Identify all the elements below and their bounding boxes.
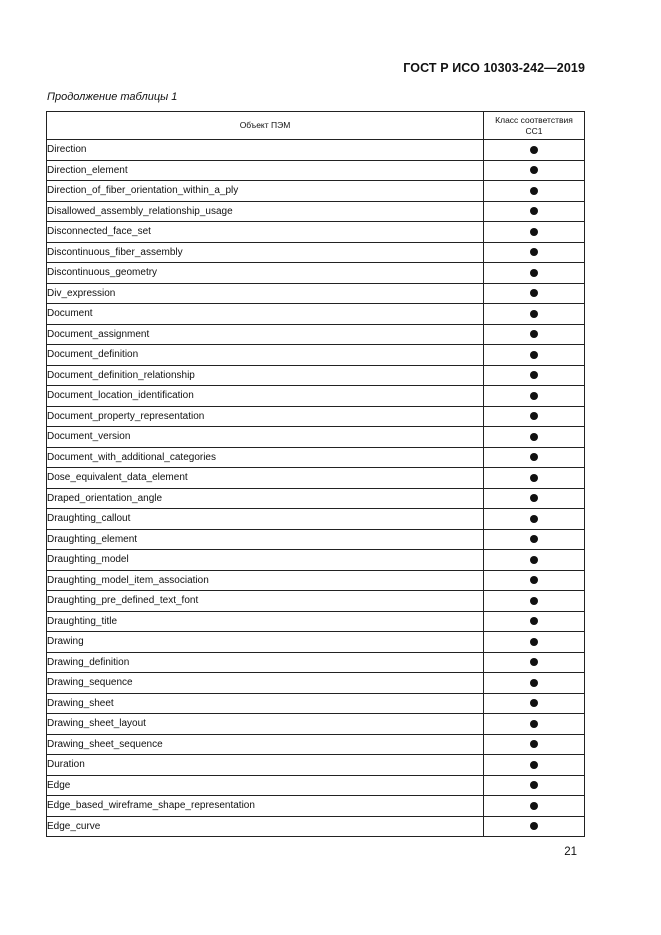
- conformance-cell: [484, 570, 585, 591]
- conformance-cell: [484, 816, 585, 837]
- filled-circle-icon: [530, 330, 538, 338]
- table-row: [47, 755, 585, 776]
- filled-circle-icon: [530, 761, 538, 769]
- page-number: 21: [564, 846, 577, 858]
- conformance-cell: [484, 509, 585, 530]
- object-name-cell: Div_expression: [47, 283, 484, 304]
- object-name-cell: Draughting_model_item_association: [47, 570, 484, 591]
- conformance-cell: [484, 796, 585, 817]
- table-row: [47, 775, 585, 796]
- table-row: [47, 714, 585, 735]
- filled-circle-icon: [530, 289, 538, 297]
- object-name-cell: Draped_orientation_angle: [47, 488, 484, 509]
- conformance-cell: [484, 693, 585, 714]
- conformance-cell: [484, 427, 585, 448]
- filled-circle-icon: [530, 535, 538, 543]
- table-row: [47, 652, 585, 673]
- table-row: [47, 345, 585, 366]
- object-name-cell: Drawing: [47, 632, 484, 653]
- object-name-cell: Edge_curve: [47, 816, 484, 837]
- table-row: [47, 304, 585, 325]
- conformance-cell: [484, 304, 585, 325]
- object-name-cell: Document_property_representation: [47, 406, 484, 427]
- table-row: [47, 796, 585, 817]
- conformance-cell: [484, 181, 585, 202]
- filled-circle-icon: [530, 392, 538, 400]
- object-name-cell: Draughting_title: [47, 611, 484, 632]
- table-row: [47, 201, 585, 222]
- object-name-cell: Edge: [47, 775, 484, 796]
- conformance-cell: [484, 755, 585, 776]
- table-row: [47, 427, 585, 448]
- table-caption: Продолжение таблицы 1: [47, 91, 178, 103]
- object-name-cell: Document: [47, 304, 484, 325]
- object-name-cell: Direction_element: [47, 160, 484, 181]
- conformance-cell: [484, 632, 585, 653]
- conformance-cell: [484, 222, 585, 243]
- conformance-cell: [484, 652, 585, 673]
- filled-circle-icon: [530, 146, 538, 154]
- filled-circle-icon: [530, 433, 538, 441]
- object-name-cell: Draughting_element: [47, 529, 484, 550]
- filled-circle-icon: [530, 802, 538, 810]
- filled-circle-icon: [530, 679, 538, 687]
- standard-designation: ГОСТ Р ИСО 10303-242—2019: [403, 61, 585, 75]
- object-name-cell: Dose_equivalent_data_element: [47, 468, 484, 489]
- table-row: [47, 283, 585, 304]
- object-name-cell: Edge_based_wireframe_shape_representation: [47, 796, 484, 817]
- object-name-cell: Disallowed_assembly_relationship_usage: [47, 201, 484, 222]
- filled-circle-icon: [530, 576, 538, 584]
- conformance-table: [46, 111, 585, 837]
- table-row: [47, 406, 585, 427]
- table-row: [47, 529, 585, 550]
- table-row: [47, 222, 585, 243]
- filled-circle-icon: [530, 617, 538, 625]
- conformance-cell: [484, 673, 585, 694]
- filled-circle-icon: [530, 351, 538, 359]
- filled-circle-icon: [530, 720, 538, 728]
- filled-circle-icon: [530, 597, 538, 605]
- object-name-cell: Drawing_sheet: [47, 693, 484, 714]
- filled-circle-icon: [530, 638, 538, 646]
- filled-circle-icon: [530, 740, 538, 748]
- table-row: [47, 488, 585, 509]
- filled-circle-icon: [530, 310, 538, 318]
- conformance-cell: [484, 201, 585, 222]
- object-name-cell: Document_assignment: [47, 324, 484, 345]
- object-name-cell: Document_definition_relationship: [47, 365, 484, 386]
- conformance-cell: [484, 160, 585, 181]
- conformance-cell: [484, 406, 585, 427]
- table-row: [47, 509, 585, 530]
- filled-circle-icon: [530, 781, 538, 789]
- table-row: [47, 632, 585, 653]
- filled-circle-icon: [530, 699, 538, 707]
- column-header-object: Объект ПЭМ: [47, 112, 484, 140]
- conformance-cell: [484, 468, 585, 489]
- table-row: [47, 263, 585, 284]
- conformance-cell: [484, 734, 585, 755]
- object-name-cell: Drawing_sheet_sequence: [47, 734, 484, 755]
- object-name-cell: Duration: [47, 755, 484, 776]
- object-name-cell: Document_with_additional_categories: [47, 447, 484, 468]
- object-name-cell: Discontinuous_fiber_assembly: [47, 242, 484, 263]
- table-row: [47, 591, 585, 612]
- table-row: [47, 447, 585, 468]
- table-row: [47, 693, 585, 714]
- conformance-cell: [484, 611, 585, 632]
- object-name-cell: Draughting_pre_defined_text_font: [47, 591, 484, 612]
- filled-circle-icon: [530, 187, 538, 195]
- filled-circle-icon: [530, 822, 538, 830]
- filled-circle-icon: [530, 474, 538, 482]
- column-header-conformance-class-line2: СС1: [525, 125, 543, 136]
- conformance-cell: [484, 283, 585, 304]
- conformance-cell: [484, 345, 585, 366]
- table-row: [47, 570, 585, 591]
- table-row: [47, 324, 585, 345]
- object-name-cell: Discontinuous_geometry: [47, 263, 484, 284]
- table-row: [47, 140, 585, 161]
- table-header-row: [47, 112, 585, 140]
- table-row: [47, 160, 585, 181]
- object-name-cell: Direction: [47, 140, 484, 161]
- conformance-cell: [484, 263, 585, 284]
- conformance-cell: [484, 529, 585, 550]
- object-name-cell: Document_definition: [47, 345, 484, 366]
- filled-circle-icon: [530, 658, 538, 666]
- conformance-cell: [484, 550, 585, 571]
- table-row: [47, 734, 585, 755]
- table-row: [47, 181, 585, 202]
- filled-circle-icon: [530, 494, 538, 502]
- column-header-conformance-class: [484, 112, 585, 140]
- object-name-cell: Drawing_definition: [47, 652, 484, 673]
- conformance-cell: [484, 140, 585, 161]
- object-name-cell: Draughting_model: [47, 550, 484, 571]
- conformance-cell: [484, 386, 585, 407]
- object-name-cell: Document_version: [47, 427, 484, 448]
- object-name-cell: Draughting_callout: [47, 509, 484, 530]
- object-name-cell: Direction_of_fiber_orientation_within_a_ply: [47, 181, 484, 202]
- table-body: [47, 140, 585, 837]
- filled-circle-icon: [530, 371, 538, 379]
- conformance-cell: [484, 591, 585, 612]
- column-header-conformance-class-line1: Класс соответствия: [495, 114, 573, 125]
- filled-circle-icon: [530, 207, 538, 215]
- table-row: [47, 550, 585, 571]
- object-name-cell: Document_location_identification: [47, 386, 484, 407]
- conformance-cell: [484, 324, 585, 345]
- conformance-cell: [484, 447, 585, 468]
- filled-circle-icon: [530, 453, 538, 461]
- filled-circle-icon: [530, 166, 538, 174]
- table-row: [47, 386, 585, 407]
- object-name-cell: Drawing_sequence: [47, 673, 484, 694]
- table-row: [47, 468, 585, 489]
- table-row: [47, 816, 585, 837]
- filled-circle-icon: [530, 412, 538, 420]
- object-name-cell: Disconnected_face_set: [47, 222, 484, 243]
- table-row: [47, 365, 585, 386]
- conformance-cell: [484, 365, 585, 386]
- table-row: [47, 611, 585, 632]
- table-row: [47, 673, 585, 694]
- table-row: [47, 242, 585, 263]
- filled-circle-icon: [530, 248, 538, 256]
- conformance-cell: [484, 488, 585, 509]
- filled-circle-icon: [530, 556, 538, 564]
- conformance-cell: [484, 242, 585, 263]
- object-name-cell: Drawing_sheet_layout: [47, 714, 484, 735]
- filled-circle-icon: [530, 269, 538, 277]
- filled-circle-icon: [530, 515, 538, 523]
- filled-circle-icon: [530, 228, 538, 236]
- conformance-cell: [484, 775, 585, 796]
- conformance-cell: [484, 714, 585, 735]
